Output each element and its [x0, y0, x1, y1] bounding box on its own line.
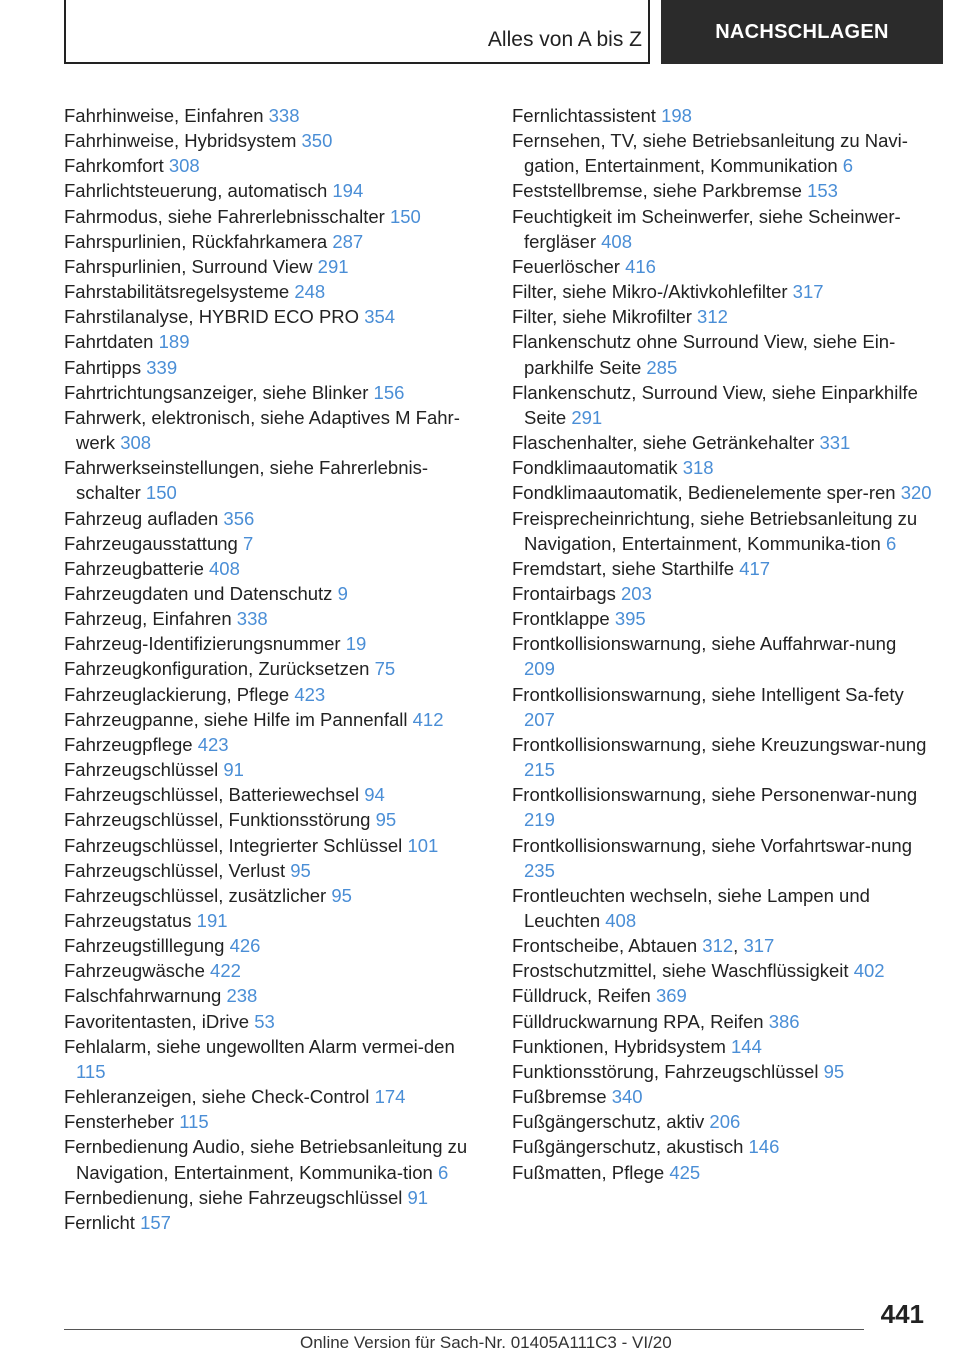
index-term: Falschfahrwarnung [64, 985, 222, 1007]
index-entry [512, 178, 932, 203]
index-column-left [64, 103, 484, 1235]
index-term: Fehleranzeigen, siehe Check-Control [64, 1086, 370, 1108]
index-term: Frontscheibe, Abtauen [512, 935, 698, 957]
page-reference-link[interactable]: 320 [900, 482, 932, 504]
index-entry [64, 631, 484, 656]
index-term: Favoritentasten, iDrive [64, 1010, 250, 1032]
index-term: Fahrzeug-Identifizierungsnummer [64, 633, 341, 655]
index-entry [64, 204, 484, 229]
page-reference-link[interactable]: 194 [332, 180, 364, 202]
index-entry [64, 732, 484, 757]
index-term: Fahrzeugpflege [64, 733, 193, 755]
index-entry [64, 833, 484, 858]
page-reference-link[interactable]: 287 [332, 230, 364, 252]
page-reference-link[interactable]: 412 [412, 708, 444, 730]
page-reference-link[interactable]: 423 [197, 733, 229, 755]
index-term: Fahrzeugkonfiguration, Zurücksetzen [64, 658, 370, 680]
index-term: Fahrzeugausstattung [64, 532, 238, 554]
page-reference-link[interactable]: 422 [210, 960, 241, 982]
index-term: Fahrwerkseinstellungen, siehe Fahrerlebnis-schalter [64, 457, 429, 504]
index-column-right [512, 103, 932, 1185]
page-reference-link[interactable]: 115 [76, 1060, 106, 1082]
page-reference-link[interactable]: 425 [669, 1161, 701, 1183]
page-reference-link[interactable]: 340 [611, 1086, 643, 1108]
page-reference-link[interactable]: 91 [223, 759, 244, 781]
index-term: Frontleuchten wechseln, siehe Lampen und Leuchten [512, 884, 870, 931]
index-entry [64, 103, 484, 128]
index-entry [64, 757, 484, 782]
index-term: Fernsehen, TV, siehe Betriebsanleitung zu Navi-gation, Entertainment, Kommunikation [512, 130, 908, 177]
index-entry [512, 1134, 932, 1159]
index-entry [64, 883, 484, 908]
page-reference-link[interactable]: 156 [373, 381, 405, 403]
page-reference-link[interactable]: 95 [290, 859, 311, 881]
index-entry [64, 807, 484, 832]
index-term: Fahrhinweise, Hybridsystem [64, 130, 297, 152]
index-term: Fahrzeugwäsche [64, 960, 205, 982]
index-entry [512, 304, 932, 329]
index-entry [512, 1084, 932, 1109]
index-term: Frontairbags [512, 582, 616, 604]
index-term: Fahrzeugschlüssel, zusätzlicher [64, 884, 327, 906]
index-entry [512, 103, 932, 128]
index-entry [512, 480, 932, 505]
index-term: Fondklimaautomatik, Bedienelemente sper-ren [512, 482, 896, 504]
page-reference-link[interactable]: 146 [748, 1136, 780, 1158]
index-entry [64, 229, 484, 254]
index-term: Feststellbremse, siehe Parkbremse [512, 180, 802, 202]
index-term: Fußgängerschutz, akustisch [512, 1136, 744, 1158]
index-term: Fahrzeugdaten und Datenschutz [64, 582, 333, 604]
index-entry [512, 204, 932, 254]
index-entry [64, 908, 484, 933]
page-reference-link[interactable]: 94 [364, 784, 385, 806]
index-term: Fremdstart, siehe Starthilfe [512, 557, 735, 579]
header-frame-right [648, 0, 650, 64]
index-entry [64, 1134, 484, 1184]
index-entry [64, 355, 484, 380]
index-term: Frontkollisionswarnung, siehe Personenwar-nung [512, 784, 918, 806]
index-term: Fußmatten, Pflege [512, 1161, 665, 1183]
page-reference-link[interactable]: 189 [158, 331, 190, 353]
index-term: Fahrhinweise, Einfahren [64, 105, 264, 126]
page-reference-link[interactable]: 95 [331, 884, 352, 906]
index-entry [64, 556, 484, 581]
index-term: Fernbedienung, siehe Fahrzeugschlüssel [64, 1186, 403, 1208]
page-reference-link[interactable]: 144 [731, 1035, 762, 1057]
index-term: Fernlichtassistent [512, 105, 656, 126]
index-term: Fußbremse [512, 1086, 607, 1108]
index-term: Fahrzeugstilllegung [64, 935, 225, 957]
page-reference-link[interactable]: 354 [364, 306, 396, 328]
index-entry [64, 782, 484, 807]
index-entry [512, 782, 932, 832]
index-term: Flankenschutz, Surround View, siehe Einparkhilfe Seite [512, 381, 918, 428]
header-frame-bottom [64, 62, 650, 64]
page-reference-link[interactable]: 206 [709, 1111, 741, 1133]
page-reference-link[interactable]: 238 [226, 985, 258, 1007]
index-entry [512, 556, 932, 581]
page-reference-link[interactable]: 191 [196, 910, 228, 931]
footer-divider [64, 1329, 864, 1330]
page-reference-link[interactable]: 395 [614, 608, 646, 630]
page-header [0, 0, 960, 64]
index-entry [64, 1084, 484, 1109]
index-term: Fahrstilanalyse, HYBRID ECO PRO [64, 306, 360, 328]
page-reference-link[interactable]: 75 [374, 658, 396, 680]
section-title: Alles von A bis Z [487, 28, 642, 51]
page-reference-link[interactable]: 53 [254, 1010, 275, 1032]
index-term: Funktionsstörung, Fahrzeugschlüssel [512, 1060, 819, 1082]
index-term: Fahrtrichtungsanzeiger, siehe Blinker [64, 381, 369, 403]
index-entry [512, 958, 932, 983]
page-reference-link[interactable]: 7 [242, 532, 254, 554]
page-reference-link[interactable]: 350 [301, 130, 333, 152]
page-reference-link[interactable]: 408 [601, 230, 632, 252]
index-term: Fahrzeugpanne, siehe Hilfe im Pannenfall [64, 708, 408, 730]
index-entry [64, 531, 484, 556]
index-term: Fahrzeugschlüssel [64, 759, 219, 781]
header-frame-left [64, 0, 66, 64]
index-entry [512, 883, 932, 933]
index-entry [512, 506, 932, 556]
index-term: Fahrtipps [64, 356, 142, 378]
index-term: Fahrkomfort [64, 155, 164, 177]
index-entry [512, 279, 932, 304]
index-entry [512, 430, 932, 455]
index-term: Fahrtdaten [64, 331, 154, 353]
index-term: Fahrzeugschlüssel, Verlust [64, 859, 286, 881]
page-reference-link[interactable]: 408 [605, 910, 637, 931]
index-entry [64, 858, 484, 883]
index-entry [64, 455, 484, 505]
index-term: Fahrzeug, Einfahren [64, 608, 232, 630]
index-entry [512, 1059, 932, 1084]
index-term: Frontkollisionswarnung, siehe Intelligent Sa-fety [512, 683, 904, 705]
page-reference-link[interactable]: 386 [768, 1010, 800, 1032]
index-term: Fernbedienung Audio, siehe Betriebsanleitung zu Navigation, Entertainment, Kommunika-tion [64, 1136, 468, 1183]
index-entry [512, 1160, 932, 1185]
index-term: Feuerlöscher [512, 255, 620, 277]
index-entry [64, 1109, 484, 1134]
page-reference-link[interactable]: 369 [655, 985, 687, 1007]
index-term: Fensterheber [64, 1111, 175, 1133]
page-reference-link[interactable]: 6 [885, 532, 897, 554]
page-reference-link[interactable]: 426 [229, 935, 261, 957]
index-term: Fahrwerk, elektronisch, siehe Adaptives M Fahr-werk [64, 406, 460, 454]
index-term: Frontkollisionswarnung, siehe Vorfahrtswar-nung [512, 834, 913, 856]
page-reference-link[interactable]: 338 [268, 105, 300, 126]
page-reference-link[interactable]: 402 [853, 960, 885, 982]
page-reference-link[interactable]: 291 [571, 406, 603, 428]
index-entry [512, 455, 932, 480]
index-term: Freisprecheinrichtung, siehe Betriebsanleitung zu Navigation, Entertainment, Kommunika-tion [512, 507, 918, 554]
index-term: Fahrstabilitätsregelsysteme [64, 281, 290, 303]
index-term: Fahrzeugstatus [64, 910, 192, 931]
index-entry [512, 833, 932, 883]
index-term: Fußgängerschutz, aktiv [512, 1111, 705, 1133]
page-reference-link[interactable]: 331 [819, 432, 851, 454]
index-entry [64, 606, 484, 631]
index-entry [64, 279, 484, 304]
page-reference-link[interactable]: 308 [168, 155, 200, 177]
index-term: Fondklimaautomatik [512, 457, 678, 479]
index-term: Feuchtigkeit im Scheinwerfer, siehe Scheinwer-fergläser [512, 205, 901, 252]
page-reference-link[interactable]: 285 [646, 356, 678, 378]
page-reference-link[interactable]: 150 [145, 482, 177, 504]
page-reference-link[interactable]: 157 [140, 1211, 171, 1233]
index-term: Fahrspurlinien, Surround View [64, 255, 313, 277]
page-reference-link[interactable]: 101 [407, 834, 439, 856]
page-reference-link[interactable]: 338 [236, 608, 268, 630]
page-reference-link[interactable]: 317 [743, 935, 775, 957]
page-reference-link[interactable]: 235 [524, 859, 555, 881]
index-entry [64, 707, 484, 732]
index-entry [512, 631, 932, 681]
index-entry [512, 983, 932, 1008]
index-term: Fahrzeugschlüssel, Batteriewechsel [64, 784, 360, 806]
index-entry [512, 1109, 932, 1134]
index-term: Fernlicht [64, 1211, 135, 1233]
index-term: Fahrlichtsteuerung, automatisch [64, 180, 328, 202]
index-entry [64, 581, 484, 606]
index-entry [64, 1009, 484, 1034]
index-term: Filter, siehe Mikrofilter [512, 306, 692, 328]
page-reference-link[interactable]: 318 [682, 457, 714, 479]
index-entry [512, 1034, 932, 1059]
page-reference-link[interactable]: 95 [823, 1060, 845, 1082]
index-term: Flaschenhalter, siehe Getränkehalter [512, 432, 815, 454]
page-reference-link[interactable]: 95 [375, 809, 397, 831]
page-reference-link[interactable]: 248 [294, 281, 326, 303]
page-reference-link[interactable]: 207 [524, 708, 555, 730]
index-entry [64, 958, 484, 983]
page-reference-link[interactable]: 317 [792, 281, 824, 303]
index-term: Filter, siehe Mikro-/Aktivkohlefilter [512, 281, 788, 303]
index-entry [512, 606, 932, 631]
page-reference-link[interactable]: 417 [739, 557, 771, 579]
index-entry [64, 153, 484, 178]
page-reference-link[interactable]: 150 [389, 205, 421, 227]
index-term: Fülldruckwarnung RPA, Reifen [512, 1010, 764, 1032]
page-reference-link[interactable]: 312 [697, 306, 728, 328]
index-term: Flankenschutz ohne Surround View, siehe Ein-parkhilfe Seite [512, 331, 896, 378]
index-term: Frontkollisionswarnung, siehe Kreuzungswar-nung [512, 733, 927, 755]
page-reference-link[interactable]: 91 [407, 1186, 429, 1208]
page-reference-link[interactable]: 115 [179, 1111, 209, 1133]
index-entry [64, 304, 484, 329]
page-reference-link[interactable]: 423 [294, 683, 326, 705]
page-reference-link[interactable]: 291 [317, 255, 349, 277]
page-reference-link[interactable]: 356 [223, 507, 255, 529]
index-term: Frostschutzmittel, siehe Waschflüssigkeit [512, 960, 849, 982]
page-reference-link[interactable]: 209 [524, 658, 555, 680]
index-term: Frontkollisionswarnung, siehe Auffahrwar-nung [512, 633, 897, 655]
index-entry [64, 128, 484, 153]
index-entry [512, 933, 932, 958]
index-term: Fahrzeugschlüssel, Integrierter Schlüssel [64, 834, 403, 856]
index-entry [512, 254, 932, 279]
page-reference-link[interactable]: 408 [209, 557, 240, 579]
page-reference-link[interactable]: 339 [146, 356, 178, 378]
index-term: Frontklappe [512, 608, 610, 630]
index-entry [64, 1034, 484, 1084]
index-term: Fahrzeuglackierung, Pflege [64, 683, 290, 705]
index-entry [64, 405, 484, 455]
index-entry [512, 682, 932, 732]
index-entry [64, 1185, 484, 1210]
chapter-tab: NACHSCHLAGEN [661, 0, 943, 64]
page-reference-link[interactable]: 6 [437, 1161, 449, 1183]
index-entry [64, 1210, 484, 1235]
index-term: Fahrzeugschlüssel, Funktionsstörung [64, 809, 371, 831]
index-entry [64, 656, 484, 681]
index-entry [64, 682, 484, 707]
page-reference-link[interactable]: 312 [702, 935, 734, 957]
index-entry [64, 254, 484, 279]
index-entry [64, 178, 484, 203]
index-term: Fahrzeugbatterie [64, 557, 204, 579]
index-entry [64, 983, 484, 1008]
online-version-note: Online Version für Sach-Nr. 01405A111C3 - VI/20 [300, 1333, 672, 1352]
page-reference-link[interactable]: 219 [524, 809, 555, 831]
page-reference-link[interactable]: 203 [621, 582, 652, 604]
page-reference-link[interactable]: 6 [842, 155, 854, 177]
index-entry [512, 329, 932, 379]
index-term: Fahrzeug aufladen [64, 507, 219, 529]
page-reference-link[interactable]: 308 [120, 432, 152, 454]
index-entry [512, 732, 932, 782]
index-term: Fahrmodus, siehe Fahrerlebnisschalter [64, 205, 385, 227]
index-term: Fahrspurlinien, Rückfahrkamera [64, 230, 328, 252]
page-reference-link[interactable]: 416 [625, 255, 656, 277]
page-number: 441 [880, 1299, 924, 1329]
index-term: Funktionen, Hybridsystem [512, 1035, 726, 1057]
ref-separator: , [733, 935, 739, 957]
index-entry [64, 933, 484, 958]
page-reference-link[interactable]: 9 [337, 582, 348, 604]
page-reference-link[interactable]: 215 [524, 759, 555, 781]
index-entry [512, 128, 932, 178]
index-entry [512, 380, 932, 430]
index-term: Fehlalarm, siehe ungewollten Alarm vermei-den [64, 1035, 455, 1057]
index-entry [512, 581, 932, 606]
index-entry [64, 380, 484, 405]
index-entry [64, 506, 484, 531]
page-reference-link[interactable]: 174 [374, 1086, 406, 1108]
page-reference-link[interactable]: 19 [345, 633, 367, 655]
page-reference-link[interactable]: 198 [661, 105, 692, 126]
index-entry [64, 329, 484, 354]
page-reference-link[interactable]: 153 [807, 180, 838, 202]
index-term: Fülldruck, Reifen [512, 985, 651, 1007]
index-entry [512, 1009, 932, 1034]
